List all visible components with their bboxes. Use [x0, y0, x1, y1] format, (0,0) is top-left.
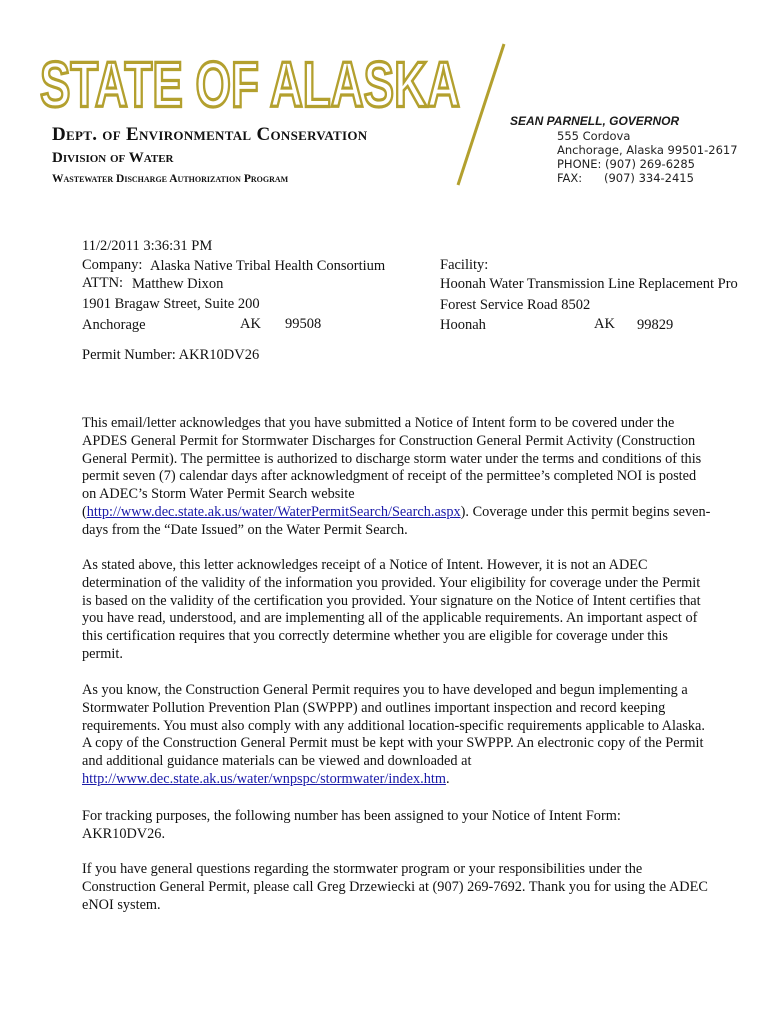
paragraph-swppp	[82, 682, 712, 789]
issue-timestamp: 11/2/2011 3:36:31 PM	[82, 238, 213, 254]
agency-address-line2: Anchorage, Alaska 99501-2617	[557, 143, 738, 157]
tracking-number: AKR10DV26	[82, 825, 162, 842]
agency-fax-value: (907) 334-2415	[604, 171, 694, 185]
company-value: Alaska Native Tribal Health Consortium	[150, 258, 386, 274]
paragraph-1-text-b: ). Coverage under this permit begins seven-days from the “Date Issued” on the Water Permit Search.	[82, 503, 711, 538]
company-state: AK	[240, 316, 261, 332]
water-permit-search-link[interactable]: http://www.dec.state.ak.us/water/WaterPermitSearch/Search.aspx	[86, 503, 461, 520]
company-label: Company:	[82, 257, 143, 273]
agency-fax-label: FAX:	[557, 171, 583, 185]
tracking-number-period: .	[161, 825, 166, 842]
facility-street: Forest Service Road 8502	[440, 297, 591, 313]
facility-zip: 99829	[637, 317, 674, 333]
agency-phone: PHONE: (907) 269-6285	[557, 157, 695, 171]
paragraph-3-text-a: As you know, the Construction General Permit requires you to have developed and begun implementing a Stormwater Pollution Prevention Plan (SWPPP) and outlines important inspection and record keeping requirements. You must also comply with any additional location-specific requirements applicable to Alaska. A copy of the Construction General Permit must be kept with your SWPPP. An electronic copy of the Permit and additional guidance materials can be viewed and downloaded at	[82, 682, 705, 770]
paragraph-tracking	[82, 808, 712, 844]
attn-value: Matthew Dixon	[132, 276, 224, 292]
agency-address-line1: 555 Cordova	[557, 129, 631, 143]
permit-number: Permit Number: AKR10DV26	[82, 347, 260, 363]
company-zip: 99508	[285, 316, 322, 332]
facility-name: Hoonah Water Transmission Line Replacement Pro	[440, 276, 738, 292]
facility-city: Hoonah	[440, 317, 486, 333]
paragraph-eligibility: As stated above, this letter acknowledges receipt of a Notice of Intent. However, it is not an ADEC determination of the validity of the information you provided. Your eligibility for coverage under the Permit is based on the validity of the certification you provided. Your signature on the Notice of Intent certifies that you have read, understood, and are implementing all of the applicable requirements. An important aspect of this certification requires that you correctly determine whether you are eligible for coverage under this permit.	[82, 557, 701, 662]
paragraph-3-text-b: .	[445, 770, 450, 787]
program-name: Wastewater Discharge Authorization Program	[52, 173, 289, 185]
governor-name: SEAN PARNELL, GOVERNOR	[510, 114, 680, 128]
attn-label: ATTN:	[82, 275, 124, 291]
letterhead-divider	[452, 40, 512, 190]
state-of-alaska-logo	[38, 44, 468, 116]
company-city: Anchorage	[82, 317, 146, 333]
facility-state: AK	[594, 316, 615, 332]
state-of-alaska-wordmark: STATE OF ALASKA	[40, 48, 460, 116]
paragraph-1-text-a: This email/letter acknowledges that you have submitted a Notice of Intent form to be covered under the APDES General Permit for Stormwater Discharges for Construction General Permit Activity (Construction General Permit). The permittee is authorized to discharge storm water under the terms and conditions of this permit seven (7) calendar days after acknowledgment of receipt of the permittee’s completed NOI is posted on ADEC’s Storm Water Permit Search website (	[82, 415, 702, 520]
division-name: Division of Water	[52, 150, 174, 166]
paragraph-acknowledgement	[82, 415, 712, 540]
facility-label: Facility:	[440, 257, 489, 273]
paragraph-contact: If you have general questions regarding the stormwater program or your responsibilities under the Construction General Permit, please call Greg Drzewiecki at (907) 269-7692. Thank you for using the ADEC eNOI system.	[82, 861, 708, 913]
paragraph-4-text: For tracking purposes, the following number has been assigned to your Notice of Intent Form:	[82, 808, 621, 824]
department-name: Dept. of Environmental Conservation	[52, 124, 368, 145]
stormwater-guidance-link[interactable]: http://www.dec.state.ak.us/water/wnpspc/stormwater/index.htm	[82, 770, 446, 787]
company-street: 1901 Bragaw Street, Suite 200	[82, 296, 260, 312]
